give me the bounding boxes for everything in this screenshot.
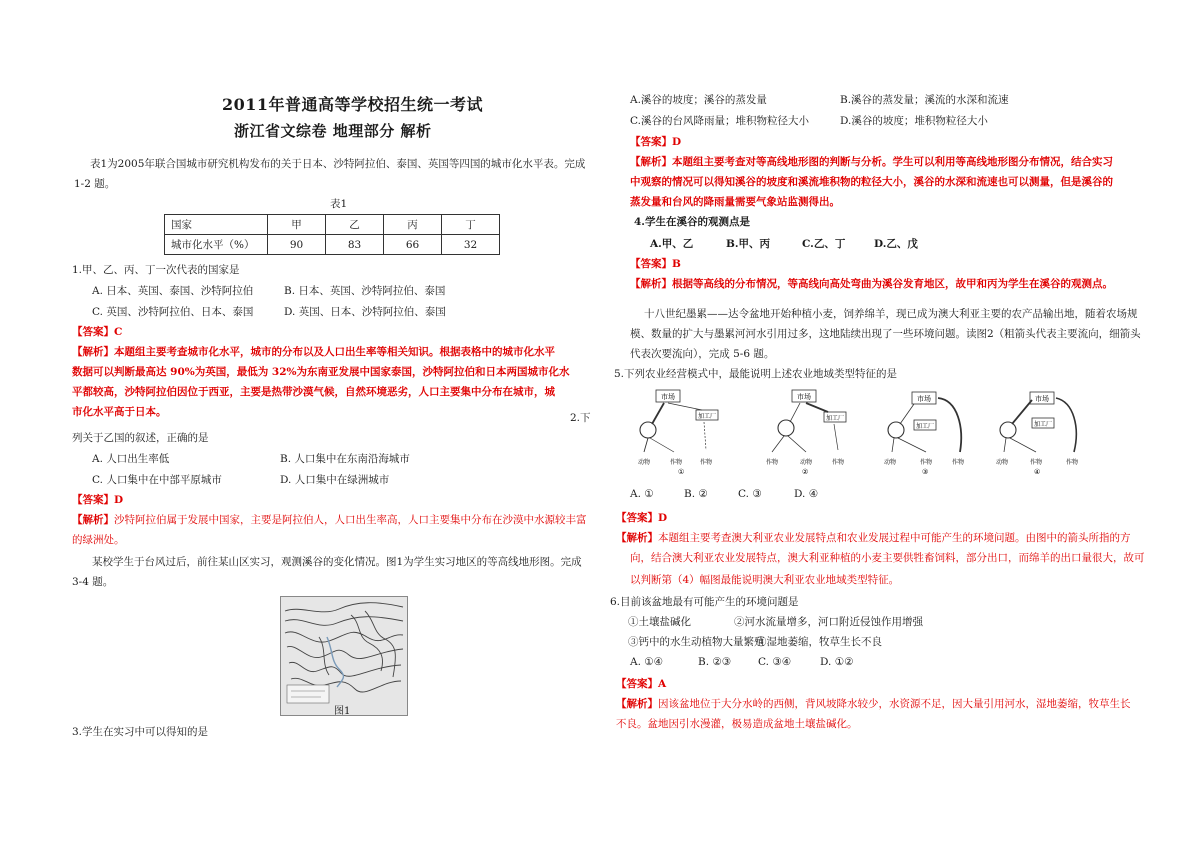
analysis-label: 【解析】 [72,514,114,526]
question-stem: 列关于乙国的叙述，正确的是 [72,432,209,444]
table-cell: 83 [326,235,384,255]
crop-label: 作物 [766,459,779,466]
market-label: 市场 [797,393,811,401]
option-c: C. ③④ [758,656,792,668]
farm-model-diagram-2 [762,388,854,476]
question-stem: 4.学生在溪谷的观测点是 [634,216,750,228]
analysis-line [616,696,1131,711]
animal-label: 动物 [996,459,1009,466]
option-b: B. 人口集中在东南沿海城市 [280,453,410,465]
table-cell: 城市化水平（%） [165,235,268,255]
page-subtitle: 浙江省文综卷 地理部分 解析 [234,122,432,140]
animal-label: 动物 [638,459,651,466]
farm-model-diagram-1 [634,388,726,476]
analysis-label: 【解析】 [72,346,114,358]
analysis-label: 【解析】 [630,156,672,168]
option-d: D. ①② [820,656,854,668]
option-a: A. 日本、英国、泰国、沙特阿拉伯 [92,285,254,297]
statement-item: ④湿地萎缩，牧草生长不良 [756,636,882,648]
page-title: 2011年普通高等学校招生统一考试 [222,95,484,114]
table-header-cell: 丙 [384,215,442,235]
diagram-number: ② [802,468,809,476]
option-b: B. ② [684,488,708,500]
table-cell: 90 [268,235,326,255]
animal-label: 动物 [800,459,813,466]
intro-line: 模、数量的扩大与墨累河河水引用过多，这地陆续出现了一些环境问题。读图2（粗箭头代表主要流向，细箭头 [630,328,1141,340]
analysis-line: 以判断第（4）幅图最能说明澳大利亚农业地域类型特征。 [630,574,900,586]
svg-text:作物: 作物 [1066,459,1079,466]
analysis-label: 【解析】 [630,278,672,290]
option-b: B. 日本、英国、沙特阿拉伯、泰国 [284,285,446,297]
intro-line: 表1为2005年联合国城市研究机构发布的关于日本、沙特阿拉伯、泰国、英国等四国的城市化水平表。完成 [90,158,586,170]
analysis-line [630,276,1113,291]
question-number: 2.下 [570,412,591,424]
analysis-line [72,512,587,527]
analysis-label: 【解析】 [616,532,658,544]
option-c: C. 人口集中在中部平原城市 [92,474,222,486]
option-a: A.甲、乙 [650,238,694,250]
intro-line: 十八世纪墨累——达令盆地开始种植小麦，饲养绵羊，现已成为澳大利亚主要的农产品输出地，随着农场规 [644,308,1138,320]
option-d: D.乙、戊 [874,238,918,250]
table-row [165,235,500,255]
processor-label: 加工厂 [697,413,717,420]
intro-line: 代表次要流向），完成 5-6 题。 [630,348,775,360]
table-header-row [165,215,500,235]
table-cell: 66 [384,235,442,255]
svg-text:作物: 作物 [700,459,713,466]
answer-label: 【答案】 [630,136,672,148]
table-header-cell: 乙 [326,215,384,235]
answer-line [616,676,666,691]
processor-label: 加工厂 [825,415,845,422]
analysis-line: 数据可以判断最高达 90%为英国，最低为 32%为东南亚发展中国家泰国，沙特阿拉伯和日本两国城市化水 [72,366,570,378]
option-c: C.溪谷的台风降雨量；堆积物粒径大小 [630,115,809,127]
answer-value: D [114,494,124,506]
analysis-text: 根据等高线的分布情况，等高线向高处弯曲为溪谷发育地区，故甲和丙为学生在溪谷的观测点。 [672,278,1113,290]
option-b: B.溪谷的蒸发量；溪流的水深和流速 [840,94,1009,106]
answer-label: 【答案】 [630,258,672,270]
analysis-line [616,530,1131,545]
answer-label: 【答案】 [72,494,114,506]
animal-label: 动物 [884,459,897,466]
option-c: C. 英国、沙特阿拉伯、日本、泰国 [92,306,254,318]
question-stem: 3.学生在实习中可以得知的是 [72,726,209,738]
analysis-line [72,344,555,359]
analysis-label: 【解析】 [616,698,658,710]
option-a: A. 人口出生率低 [92,453,170,465]
svg-text:作物: 作物 [952,459,965,466]
analysis-line: 蒸发量和台风的降雨量需要气象站监测得出。 [630,196,840,208]
option-a: A. ①④ [630,656,664,668]
crop-label: 作物 [1030,459,1043,466]
statement-item: ①土壤盐碱化 [628,616,691,628]
option-c: C. ③ [738,488,762,500]
processor-label: 加工厂 [1033,421,1053,428]
intro-line: 1-2 题。 [74,178,116,190]
urbanization-table [164,214,500,255]
table-header-cell: 甲 [268,215,326,235]
option-d: D. 英国、日本、沙特阿拉伯、泰国 [284,306,446,318]
option-d: D. 人口集中在绿洲城市 [280,474,390,486]
answer-label: 【答案】 [72,326,114,338]
question-stem: 5.下列农业经营模式中，最能说明上述农业地域类型特征的是 [614,368,898,380]
option-c: C.乙、丁 [802,238,846,250]
analysis-text: 本题组主要考查对等高线地形图的判断与分析。学生可以利用等高线地形图分布情况，结合实习 [672,156,1113,168]
analysis-line [630,154,1113,169]
analysis-line: 不良。盆地因引水漫灌，极易造成盆地土壤盐碱化。 [616,718,858,730]
diagram-number: ③ [922,468,929,476]
table-header-cell: 国家 [165,215,268,235]
diagram-number: ④ [1034,468,1041,476]
contour-map-figure [280,596,408,716]
crop-label: 作物 [920,459,933,466]
answer-value: C [114,326,123,338]
svg-text:作物: 作物 [832,459,845,466]
question-stem: 1.甲、乙、丙、丁一次代表的国家是 [72,264,240,276]
analysis-text: 沙特阿拉伯属于发展中国家，主要是阿拉伯人，人口出生率高，人口主要集中分布在沙漠中水源较丰富 [114,514,587,526]
answer-line [72,324,122,339]
analysis-line: 向，结合澳大利亚农业发展特点，澳大利亚种植的小麦主要供牲畜饲料，部分出口，而绵羊的出口量很大，故可 [630,552,1145,564]
intro-line: 3-4 题。 [72,576,114,588]
contour-map-image [281,597,407,715]
diagram-number: ① [678,468,685,476]
statement-item: ②河水流量增多，河口附近侵蚀作用增强 [734,616,923,628]
answer-value: A [658,678,667,690]
answer-line [616,510,667,525]
analysis-text: 因该盆地位于大分水岭的西侧，背风坡降水较少，水资源不足，因大量引用河水，湿地萎缩，牧草生长 [658,698,1131,710]
intro-line: 某校学生于台风过后，前往某山区实习，观测溪谷的变化情况。图1为学生实习地区的等高线地形图。完成 [92,556,582,568]
option-d: D. ④ [794,488,819,500]
answer-label: 【答案】 [616,678,658,690]
market-label: 市场 [1035,395,1049,403]
analysis-line: 市化水平高于日本。 [72,406,167,418]
market-label: 市场 [661,393,675,401]
statement-item: ③钙中的水生动植物大量繁殖 [628,636,765,648]
answer-line [630,134,681,149]
table-caption: 表1 [330,198,348,210]
analysis-text: 本题组主要考查城市化水平，城市的分布以及人口出生率等相关知识。根据表格中的城市化水平 [114,346,555,358]
analysis-line: 中观察的情况可以得知溪谷的坡度和溪流堆积物的粒径大小，溪谷的水深和流速也可以测量，但是溪谷的 [630,176,1113,188]
figure-label: 图1 [334,706,351,717]
option-d: D.溪谷的坡度；堆积物粒径大小 [840,115,988,127]
farm-model-diagram-4 [994,388,1086,476]
option-b: B.甲、丙 [726,238,771,250]
answer-value: B [672,258,681,270]
analysis-line: 的绿洲处。 [72,534,125,546]
answer-label: 【答案】 [616,512,658,524]
answer-line [72,492,123,507]
answer-value: D [658,512,668,524]
option-a: A.溪谷的坡度；溪谷的蒸发量 [630,94,767,106]
answer-value: D [672,136,682,148]
question-stem: 6.目前该盆地最有可能产生的环境问题是 [610,596,799,608]
farm-model-diagram-3 [882,388,974,476]
processor-label: 加工厂 [915,423,935,430]
table-header-cell: 丁 [442,215,500,235]
market-label: 市场 [917,395,931,403]
crop-label: 作物 [670,459,683,466]
option-a: A. ① [630,488,654,500]
analysis-line: 平都较高，沙特阿拉伯因位于西亚，主要是热带沙漠气候，自然环境恶劣，人口主要集中分布在城市，城 [72,386,555,398]
option-b: B. ②③ [698,656,732,668]
table-cell: 32 [442,235,500,255]
analysis-text: 本题组主要考查澳大利亚农业发展特点和农业发展过程中可能产生的环境问题。由图中的箭头所指的方 [658,532,1131,544]
answer-line [630,256,681,271]
